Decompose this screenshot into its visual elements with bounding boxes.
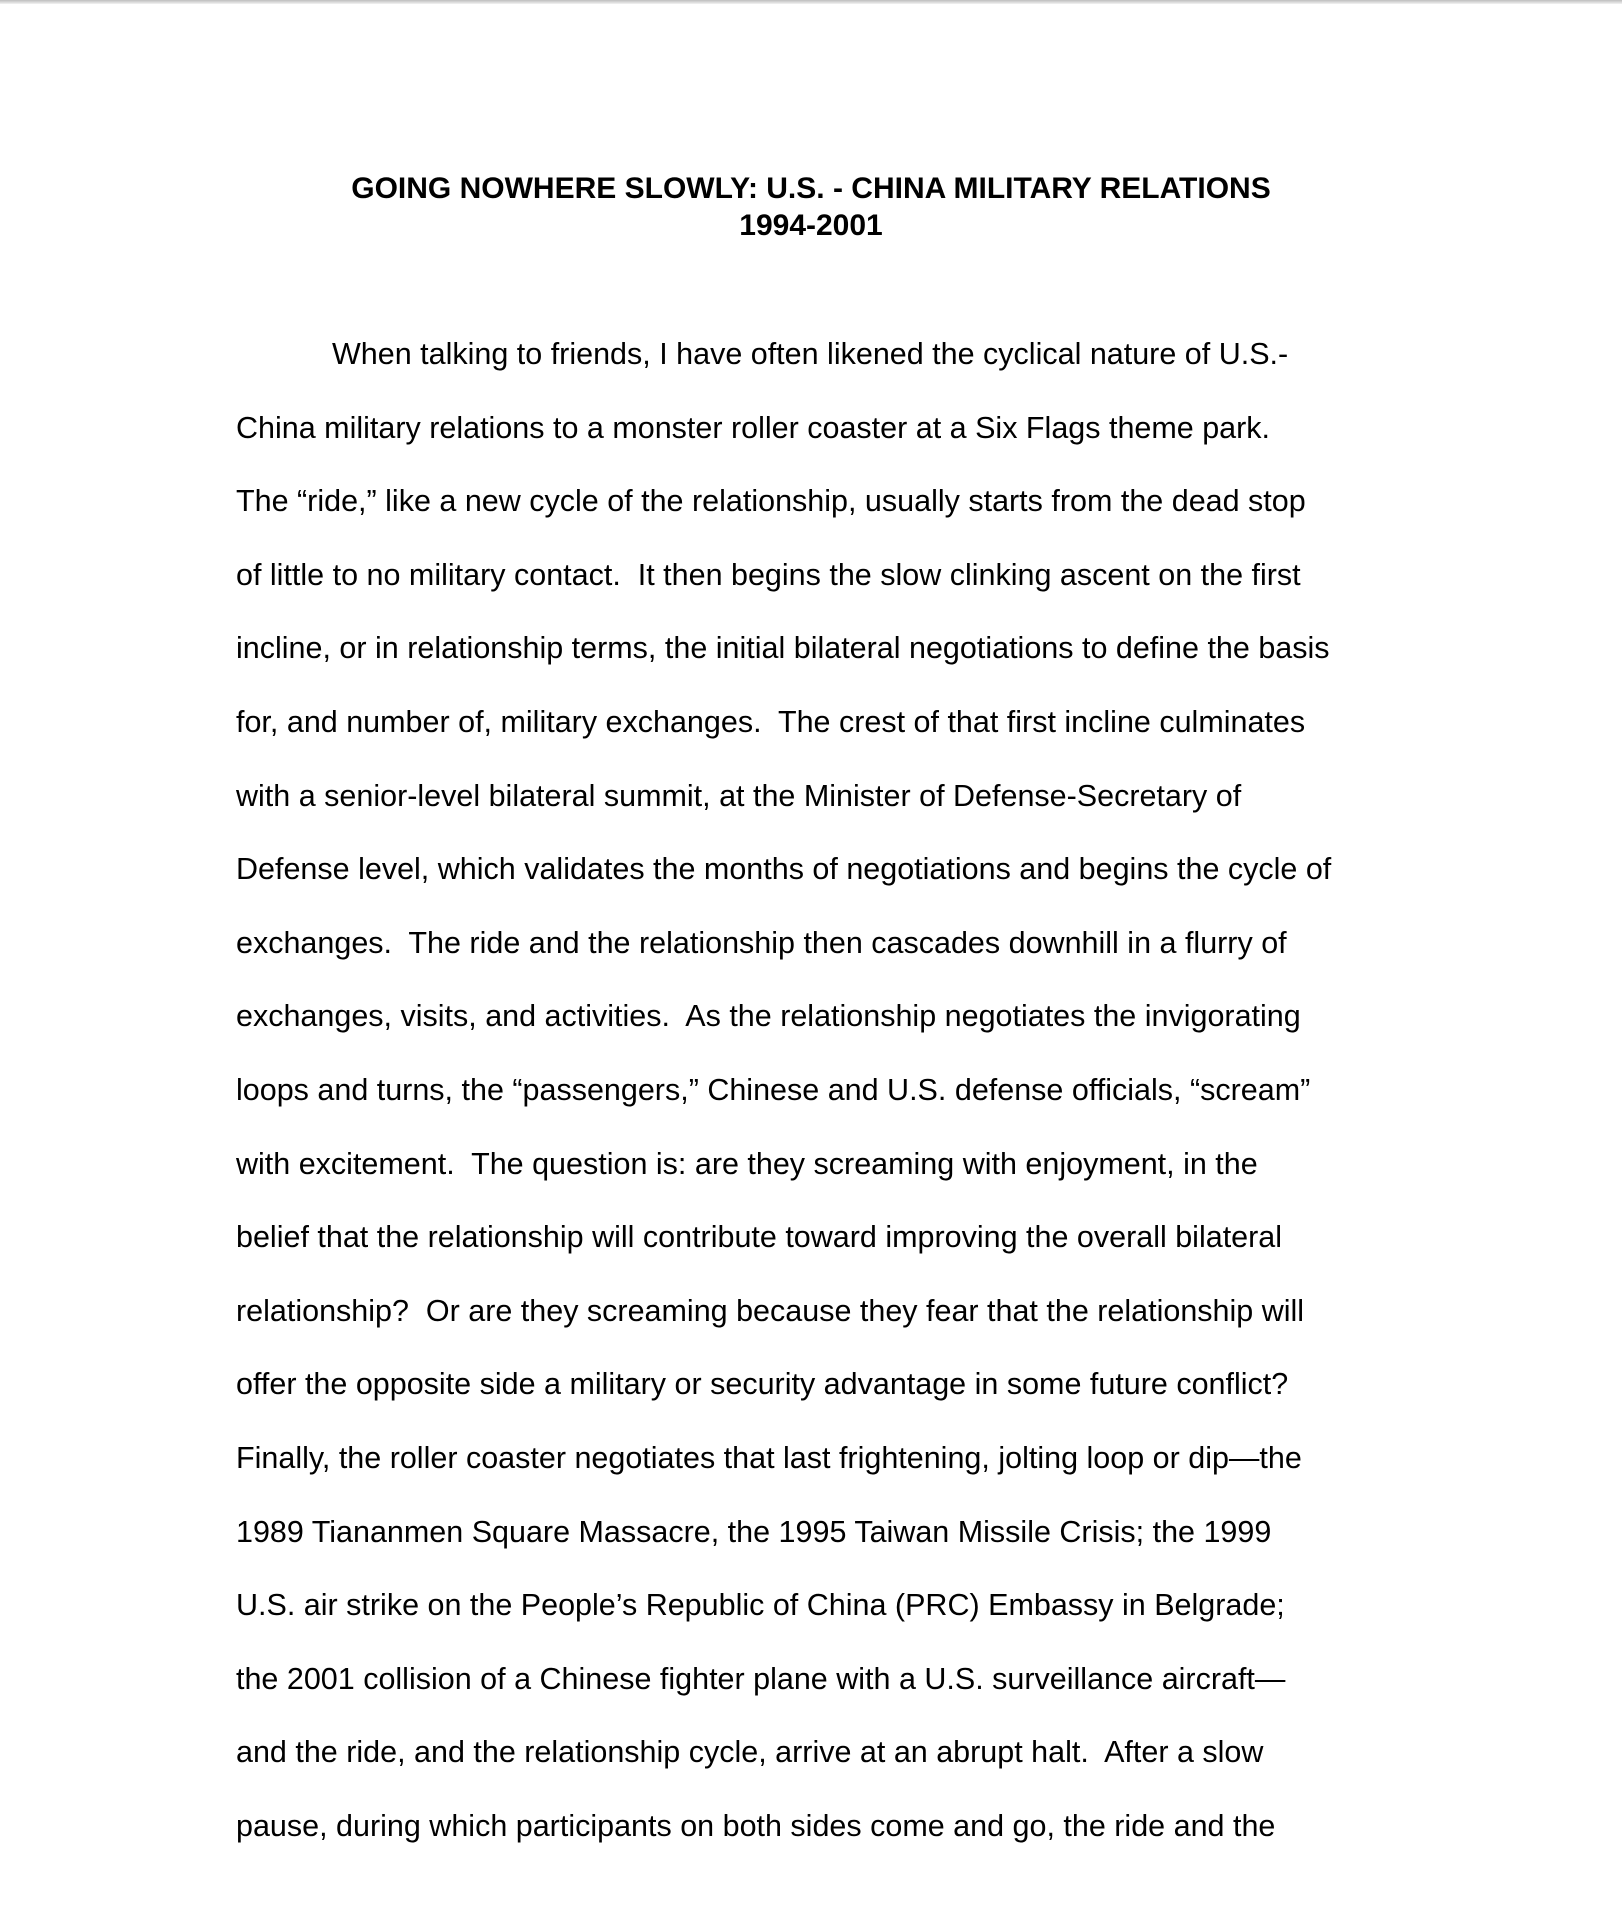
body-line: relationship? Or are they screaming because they fear that the relationship will: [236, 1293, 1305, 1328]
body-line: pause, during which participants on both sides come and go, the ride and the: [236, 1808, 1276, 1843]
body-line: and the ride, and the relationship cycle, arrive at an abrupt halt. After a slow: [236, 1735, 1264, 1770]
body-line: belief that the relationship will contribute toward improving the overall bilateral: [236, 1220, 1283, 1255]
body-line: for, and number of, military exchanges. The crest of that first incline culminates: [236, 704, 1306, 739]
title-line-2: 1994-2001: [739, 209, 883, 242]
body-line: incline, or in relationship terms, the initial bilateral negotiations to define the basis: [236, 631, 1330, 666]
body-line: 1989 Tiananmen Square Massacre, the 1995 Taiwan Missile Crisis; the 1999: [236, 1514, 1272, 1549]
body-line: China military relations to a monster roller coaster at a Six Flags theme park.: [236, 410, 1271, 445]
title-line-1: GOING NOWHERE SLOWLY: U.S. - CHINA MILITARY RELATIONS: [351, 172, 1271, 205]
body-line: with excitement. The question is: are they screaming with enjoyment, in the: [236, 1146, 1258, 1181]
document-title: [0, 170, 1622, 244]
body-paragraph: [236, 318, 1396, 1863]
body-line: exchanges. The ride and the relationship then cascades downhill in a flurry of: [236, 925, 1287, 960]
body-line: offer the opposite side a military or security advantage in some future conflict?: [236, 1367, 1289, 1402]
body-line: The “ride,” like a new cycle of the relationship, usually starts from the dead stop: [236, 484, 1306, 519]
body-line: Defense level, which validates the months of negotiations and begins the cycle of: [236, 852, 1332, 887]
body-line: the 2001 collision of a Chinese fighter plane with a U.S. surveillance aircraft—: [236, 1661, 1286, 1696]
body-line: When talking to friends, I have often likened the cyclical nature of U.S.-: [332, 337, 1289, 371]
body-line: loops and turns, the “passengers,” Chinese and U.S. defense officials, “scream”: [236, 1072, 1311, 1107]
body-line: with a senior-level bilateral summit, at the Minister of Defense-Secretary of: [236, 778, 1242, 813]
body-line: exchanges, visits, and activities. As the relationship negotiates the invigorating: [236, 999, 1301, 1034]
body-line: U.S. air strike on the People’s Republic of China (PRC) Embassy in Belgrade;: [236, 1588, 1285, 1623]
body-line: Finally, the roller coaster negotiates that last frightening, jolting loop or dip—the: [236, 1440, 1302, 1475]
body-line: of little to no military contact. It then begins the slow clinking ascent on the first: [236, 557, 1301, 592]
